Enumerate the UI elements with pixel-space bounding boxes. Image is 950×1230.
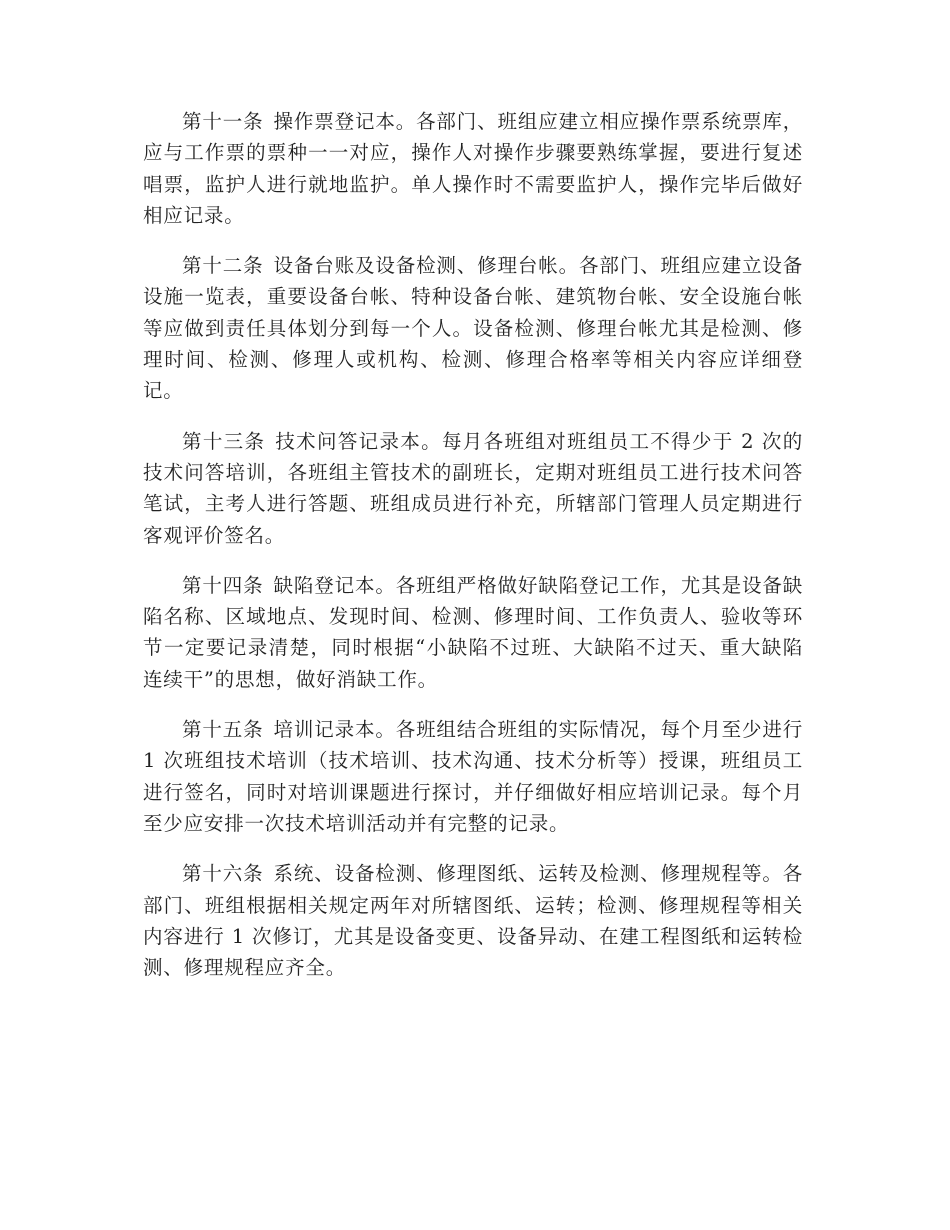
article-text: 技术问答记录本。每月各班组对班组员工不得少于 2 次的技术问答培训，各班组主管技术的副班长，定期对班组员工进行技术问答笔试，主考人进行答题、班组成员进行补充，所辖部门管理人员定期进行客观评价签名。 xyxy=(143,429,803,547)
article-title: 第十六条 xyxy=(182,862,264,886)
article-text: 系统、设备检测、修理图纸、运转及检测、修理规程等。各部门、班组根据相关规定两年对所辖图纸、运转；检测、修理规程等相关内容进行 1 次修订，尤其是设备变更、设备异动、在建工程图纸和运转检测、修理规程应齐全。 xyxy=(143,862,803,980)
article-13 xyxy=(143,426,803,551)
article-11 xyxy=(143,106,803,231)
article-text: 操作票登记本。各部门、班组应建立相应操作票系统票库，应与工作票的票种一一对应，操作人对操作步骤要熟练掌握，要进行复述唱票，监护人进行就地监护。单人操作时不需要监护人，操作完毕后做好相应记录。 xyxy=(143,110,803,227)
article-title: 第十五条 xyxy=(182,718,264,742)
article-12 xyxy=(143,250,803,406)
article-title: 第十一条 xyxy=(182,110,264,133)
article-14 xyxy=(143,570,803,695)
article-text: 培训记录本。各班组结合班组的实际情况，每个月至少进行 1 次班组技术培训（技术培训、技术沟通、技术分析等）授课，班组员工进行签名，同时对培训课题进行探讨，并仔细做好相应培训记录。每个月至少应安排一次技术培训活动并有完整的记录。 xyxy=(143,718,803,835)
article-text: 缺陷登记本。各班组严格做好缺陷登记工作，尤其是设备缺陷名称、区域地点、发现时间、检测、修理时间、工作负责人、验收等环节一定要记录清楚，同时根据“小缺陷不过班、大缺陷不过天、重大缺陷连续干”的思想，做好消缺工作。 xyxy=(143,573,803,691)
article-title: 第十二条 xyxy=(182,254,264,278)
article-text: 设备台账及设备检测、修理台帐。各部门、班组应建立设备设施一览表，重要设备台帐、特种设备台帐、建筑物台帐、安全设施台帐等应做到责任具体划分到每一个人。设备检测、修理台帐尤其是检测、修理时间、检测、修理人或机构、检测、修理合格率等相关内容应详细登记。 xyxy=(143,254,803,403)
article-16 xyxy=(143,858,803,983)
article-15 xyxy=(143,714,803,839)
article-title: 第十三条 xyxy=(182,429,266,453)
article-title: 第十四条 xyxy=(182,573,264,597)
document-body xyxy=(143,106,803,1002)
